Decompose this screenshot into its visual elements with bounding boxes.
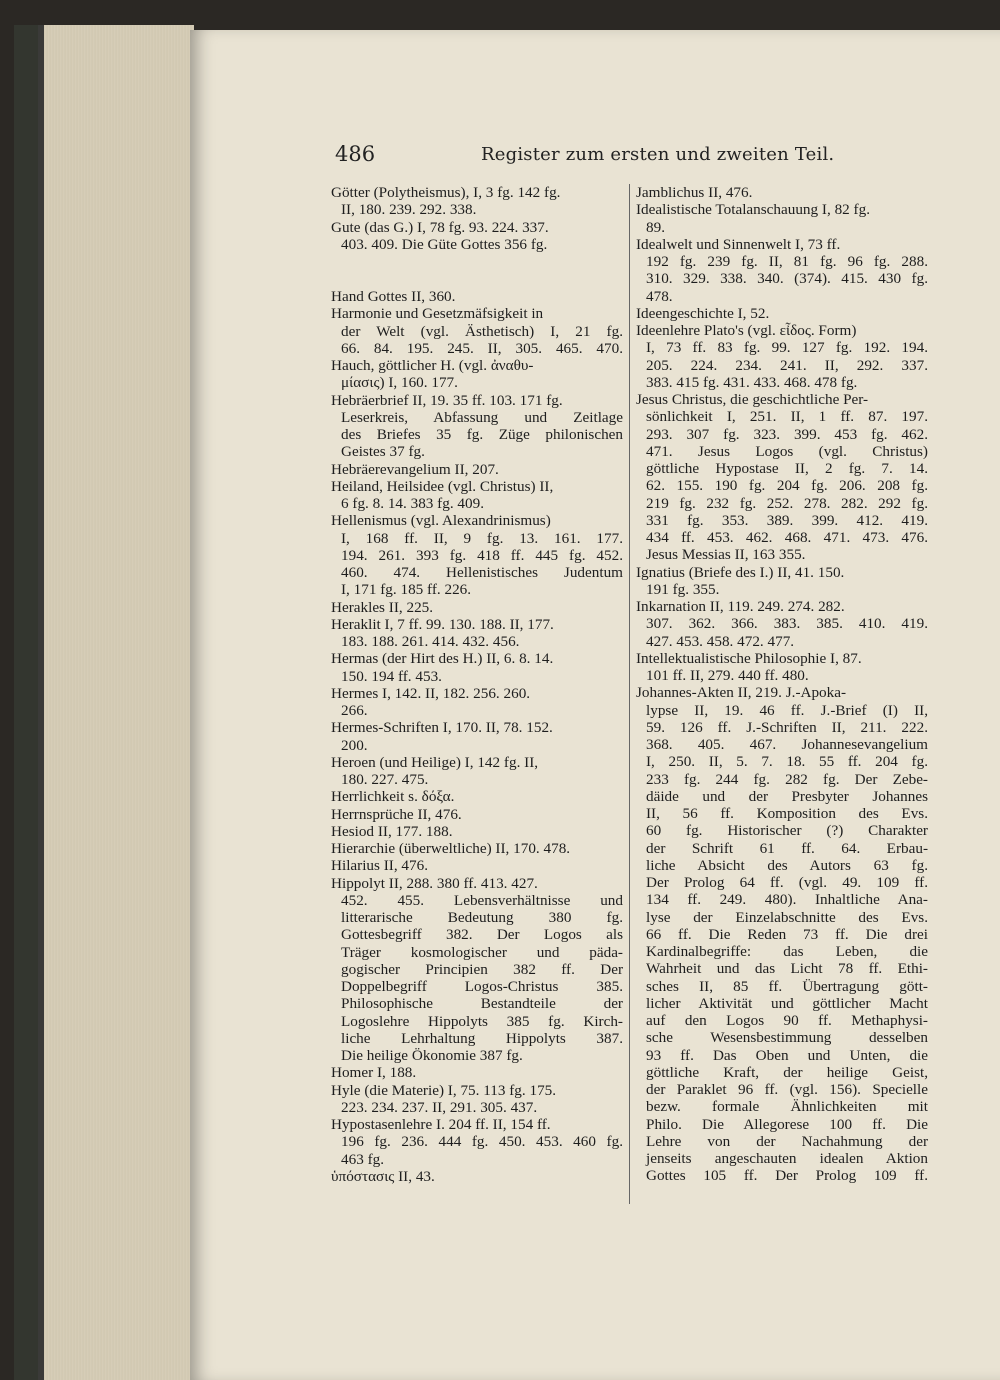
book-page-edges [38, 25, 194, 1380]
running-title: Register zum ersten und zweiten Teil. [481, 144, 835, 165]
index-entry-continuation: 150. 194 ff. 453. [341, 667, 442, 685]
index-entry-continuation: Leserkreis, Abfassung und Zeitlage [341, 408, 623, 426]
index-entry-continuation: Logoslehre Hippolyts 385 fg. Kirch- [341, 1012, 623, 1030]
index-entry-continuation: 478. [646, 287, 673, 305]
index-entry-continuation: Jesus Messias II, 163 355. [646, 546, 806, 564]
index-entry-continuation: 66. 84. 195. 245. II, 305. 465. 470. [341, 339, 623, 357]
index-entry-continuation: Geistes 37 fg. [341, 443, 425, 461]
index-entry-line: Hyle (die Materie) I, 75. 113 fg. 175. [331, 1081, 557, 1099]
index-entry-continuation: I, 168 ff. II, 9 fg. 13. 161. 177. [341, 529, 623, 547]
index-entry-continuation: sches II, 85 ff. Übertragung gött- [646, 977, 928, 995]
index-entry-line: Homer I, 188. [331, 1064, 417, 1082]
index-entry-continuation: 310. 329. 338. 340. (374). 415. 430 fg. [646, 270, 928, 288]
index-entry-line: Idealistische Totalanschauung I, 82 fg. [636, 201, 870, 219]
index-entry-continuation: μίασις) I, 160. 177. [341, 374, 458, 392]
index-entry-line: Jesus Christus, die geschichtliche Per- [636, 391, 869, 408]
index-entry-continuation: 331 fg. 353. 389. 399. 412. 419. [646, 511, 928, 529]
index-entry-continuation: Lehre von der Nachahmung der [646, 1132, 928, 1150]
index-entry-line: Hermas (der Hirt des H.) II, 6. 8. 14. [331, 650, 554, 668]
index-entry-continuation: licher Aktivität und göttlicher Macht [646, 994, 928, 1012]
index-entry-continuation: 403. 409. Die Güte Gottes 356 fg. [341, 235, 548, 253]
index-entry-continuation: der Paraklet 96 ff. (vgl. 156). Specielle [646, 1081, 928, 1098]
index-entry-line: Ideengeschichte I, 52. [636, 304, 770, 322]
index-entry-line: Hesiod II, 177. 188. [331, 822, 453, 840]
index-entry-continuation: göttliche Hypostase II, 2 fg. 7. 14. [646, 460, 928, 477]
index-entry-line: Hermes-Schriften I, 170. II, 78. 152. [331, 719, 553, 737]
index-entry-line: Herrnsprüche II, 476. [331, 805, 462, 823]
index-entry-continuation: däide und der Presbyter Johannes [646, 787, 928, 805]
index-entry-line: Hebräerevangelium II, 207. [331, 460, 499, 478]
index-entry-line: Ideenlehre Plato's (vgl. εἶδος. Form) [636, 322, 857, 339]
index-entry-continuation: 368. 405. 467. Johannesevangelium [646, 736, 928, 753]
index-entry-line: ὑπόστασις II, 43. [331, 1167, 435, 1185]
index-entry-continuation: Träger kosmologischer und päda- [341, 943, 623, 961]
index-entry-continuation: 60 fg. Historischer (?) Charakter [646, 822, 928, 840]
index-entry-line: Hermes I, 142. II, 182. 256. 260. [331, 684, 531, 702]
index-entry-line: Hierarchie (überweltliche) II, 170. 478. [331, 840, 571, 857]
page-header [335, 142, 955, 172]
index-entry-continuation: 196 fg. 236. 444 fg. 450. 453. 460 fg. [341, 1133, 623, 1151]
index-entry-continuation: Doppelbegriff Logos-Christus 385. [341, 978, 623, 995]
index-entry-continuation: Gottes 105 ff. Der Prolog 109 ff. [646, 1167, 928, 1185]
index-entry-continuation: 183. 188. 261. 414. 432. 456. [341, 633, 520, 650]
index-entry-continuation: 434 ff. 453. 462. 468. 471. 473. 476. [646, 529, 928, 546]
index-entry-continuation: litterarische Bedeutung 380 fg. [341, 909, 623, 926]
index-entry-line: Intellektualistische Philosophie I, 87. [636, 649, 862, 667]
index-entry-continuation: gogischer Principien 382 ff. Der [341, 960, 623, 978]
index-entry-line: Hypostasenlehre I. 204 ff. II, 154 ff. [331, 1116, 551, 1133]
index-entry-line: Inkarnation II, 119. 249. 274. 282. [636, 598, 845, 615]
index-entry-line: Heraklit I, 7 ff. 99. 130. 188. II, 177. [331, 615, 554, 633]
index-entry-line: Heiland, Heilsidee (vgl. Christus) II, [331, 477, 554, 495]
index-entry-line: Harmonie und Gesetzmäfsigkeit in [331, 305, 544, 323]
entry-gap [331, 253, 623, 288]
index-entry-continuation: der Schrift 61 ff. 64. Erbau- [646, 839, 928, 857]
index-entry-continuation: Gottesbegriff 382. Der Logos als [341, 926, 623, 944]
index-entry-continuation: der Welt (vgl. Ästhetisch) I, 21 fg. [341, 322, 623, 340]
index-entry-continuation: 463 fg. [341, 1150, 385, 1168]
column-divider [629, 184, 630, 1204]
index-entry-continuation: 452. 455. Lebensverhältnisse und [341, 891, 623, 909]
index-entry-continuation: 6 fg. 8. 14. 383 fg. 409. [341, 495, 485, 512]
index-entry-continuation: lyse der Einzelabschnitte des Evs. [646, 908, 928, 926]
index-entry-continuation: 93 ff. Das Oben und Unten, die [646, 1046, 928, 1064]
index-entry-line: Ignatius (Briefe des I.) II, 41. 150. [636, 563, 845, 581]
index-entry-line: Jamblichus II, 476. [636, 184, 753, 201]
index-entry-continuation: 266. [341, 702, 368, 719]
index-entry-continuation: göttliche Kraft, der heilige Geist, [646, 1063, 928, 1081]
index-entry-continuation: Der Prolog 64 ff. (vgl. 49. 109 ff. [646, 874, 928, 891]
index-entry-continuation: sönlichkeit I, 251. II, 1 ff. 87. 197. [646, 408, 928, 426]
index-entry-continuation: liche Absicht des Autors 63 fg. [646, 856, 928, 874]
index-entry-continuation: Kardinalbegriffe: das Leben, die [646, 943, 928, 960]
index-entry-continuation: 460. 474. Hellenistisches Judentum [341, 564, 623, 581]
index-entry-continuation: jenseits angeschauten idealen Aktion [646, 1150, 928, 1167]
index-entry-continuation: 192 fg. 239 fg. II, 81 fg. 96 fg. 288. [646, 253, 928, 270]
index-entry-continuation: liche Lehrhaltung Hippolyts 387. [341, 1029, 623, 1047]
index-entry-continuation: Wahrheit und das Licht 78 ff. Ethi- [646, 960, 928, 978]
index-entry-continuation: I, 250. II, 5. 7. 18. 55 ff. 204 fg. [646, 753, 928, 771]
index-entry-continuation: II, 180. 239. 292. 338. [341, 201, 477, 219]
index-entry-continuation: 307. 362. 366. 383. 385. 410. 419. [646, 615, 928, 633]
index-entry-continuation: bezw. formale Ähnlichkeiten mit [646, 1098, 928, 1116]
index-entry-line: Gute (das G.) I, 78 fg. 93. 224. 337. [331, 218, 549, 236]
index-column-left [331, 184, 623, 1185]
index-entry-line: Heroen (und Heilige) I, 142 fg. II, [331, 753, 539, 771]
index-entry-continuation: 383. 415 fg. 431. 433. 468. 478 fg. [646, 373, 858, 391]
page-number: 486 [335, 142, 376, 166]
index-entry-continuation: II, 56 ff. Komposition des Evs. [646, 805, 928, 822]
index-entry-continuation: 233 fg. 244 fg. 282 fg. Der Zebe- [646, 770, 928, 788]
index-entry-continuation: des Briefes 35 fg. Züge philonischen [341, 426, 623, 443]
index-entry-continuation: 89. [646, 218, 665, 236]
index-entry-continuation: 200. [341, 736, 368, 754]
index-entry-continuation: 194. 261. 393 fg. 418 ff. 445 fg. 452. [341, 546, 623, 564]
index-entry-line: Hippolyt II, 288. 380 ff. 413. 427. [331, 874, 538, 892]
index-entry-continuation: 205. 224. 234. 241. II, 292. 337. [646, 356, 928, 374]
index-entry-line: Hellenismus (vgl. Alexandrinismus) [331, 512, 551, 530]
index-entry-continuation: 191 fg. 355. [646, 580, 720, 598]
index-column-right [636, 184, 928, 1185]
index-entry-continuation: 66 ff. Die Reden 73 ff. Die drei [646, 925, 928, 943]
index-entry-continuation: 219 fg. 232 fg. 252. 278. 282. 292 fg. [646, 494, 928, 512]
index-entry-line: Herakles II, 225. [331, 598, 434, 616]
index-entry-continuation: 427. 453. 458. 472. 477. [646, 632, 795, 650]
index-entry-continuation: auf den Logos 90 ff. Methaphysi- [646, 1012, 928, 1029]
index-entry-continuation: Philosophische Bestandteile der [341, 995, 623, 1013]
index-entry-continuation: I, 73 ff. 83 fg. 99. 127 fg. 192. 194. [646, 339, 928, 357]
index-entry-continuation: 180. 227. 475. [341, 771, 429, 788]
index-entry-continuation: Philo. Die Allegorese 100 ff. Die [646, 1115, 928, 1133]
index-entry-continuation: 223. 234. 237. II, 291. 305. 437. [341, 1098, 538, 1116]
index-entry-continuation: lypse II, 19. 46 ff. J.-Brief (I) II, [646, 701, 928, 719]
index-entry-line: Hand Gottes II, 360. [331, 288, 456, 305]
index-entry-line: Hauch, göttlicher H. (vgl. ἀναθυ- [331, 357, 534, 374]
index-entry-continuation: 471. Jesus Logos (vgl. Christus) [646, 442, 928, 460]
index-entry-continuation: 62. 155. 190 fg. 204 fg. 206. 208 fg. [646, 477, 928, 495]
index-entry-line: Götter (Polytheismus), I, 3 fg. 142 fg. [331, 184, 561, 201]
index-entry-continuation: 59. 126 ff. J.-Schriften II, 211. 222. [646, 718, 928, 736]
index-entry-continuation: I, 171 fg. 185 ff. 226. [341, 581, 472, 599]
index-entry-line: Hilarius II, 476. [331, 857, 429, 875]
index-entry-line: Herrlichkeit s. δόξα. [331, 788, 455, 806]
index-entry-continuation: Die heilige Ökonomie 387 fg. [341, 1047, 523, 1064]
index-entry-continuation: sche Wesensbestimmung desselben [646, 1029, 928, 1047]
index-entry-line: Idealwelt und Sinnenwelt I, 73 ff. [636, 235, 841, 253]
index-entry-continuation: 101 ff. II, 279. 440 ff. 480. [646, 667, 809, 684]
index-entry-line: Johannes-Akten II, 219. J.-Apoka- [636, 684, 847, 702]
index-entry-continuation: 134 ff. 249. 480). Inhaltliche Ana- [646, 891, 928, 909]
index-entry-line: Hebräerbrief II, 19. 35 ff. 103. 171 fg. [331, 391, 563, 409]
index-entry-continuation: 293. 307 fg. 323. 399. 453 fg. 462. [646, 425, 928, 443]
